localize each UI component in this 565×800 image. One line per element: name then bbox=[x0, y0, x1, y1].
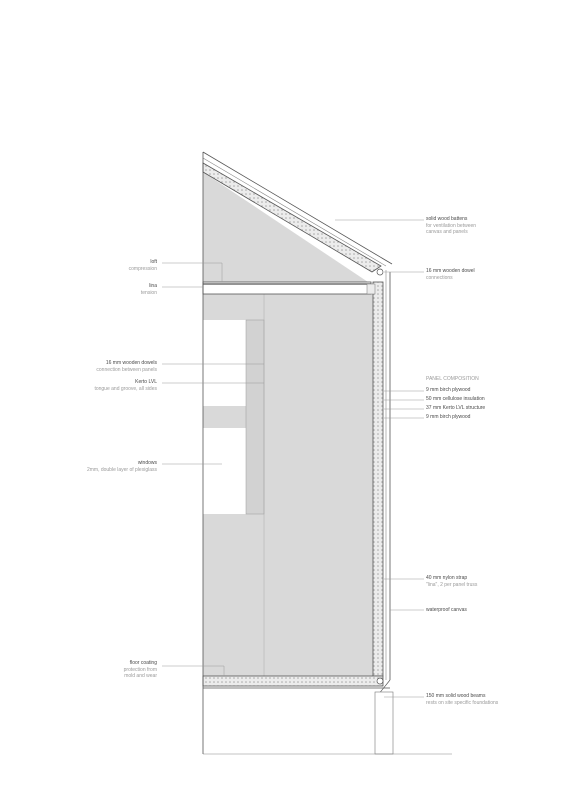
label-beams: 150 mm solid wood beams rests on site specific foundations bbox=[426, 693, 499, 706]
floor-panel bbox=[203, 676, 383, 686]
label-battens: solid wood battens for ventilation between canvas and panels bbox=[426, 216, 477, 235]
window-opening-lower bbox=[203, 428, 246, 514]
label-windows: windows 2mm, double layer of plexiglass bbox=[86, 460, 157, 473]
panel-composition: PANEL COMPOSITION 9 mm birch plywood 50 mm cellulose insulation 37 mm Kerto LVL structure 9 mm birch plywood bbox=[426, 376, 486, 420]
label-dowels-panels: 16 mm wooden dowels connection between panels bbox=[96, 360, 157, 373]
label-floor: floor coating protection from mold and wear bbox=[123, 660, 157, 679]
panel-layer: 9 mm birch plywood bbox=[426, 386, 471, 393]
label-lina: lina tension bbox=[140, 283, 157, 296]
panel-layer: 9 mm birch plywood bbox=[426, 413, 471, 420]
roof-cavity bbox=[203, 172, 368, 282]
label-canvas: waterproof canvas bbox=[426, 607, 467, 613]
window-frame bbox=[246, 320, 264, 514]
label-strap: 40 mm nylon strap "lina", 2 per panel truss bbox=[426, 575, 478, 588]
panel-layer: 50 mm cellulose insulation bbox=[426, 395, 485, 402]
window-opening-upper bbox=[203, 320, 246, 406]
wall-panel bbox=[373, 282, 383, 676]
label-loft: loft compression bbox=[128, 259, 157, 272]
panel-layer: 37 mm Kerto LVL structure bbox=[426, 404, 486, 411]
label-dowel: 16 mm wooden dowel connections bbox=[426, 268, 475, 281]
dowel-bottom bbox=[377, 678, 383, 684]
label-kerto: Kerto LVL tongue and groove, all sides bbox=[94, 379, 157, 392]
foundation-beam bbox=[375, 692, 393, 754]
dowel-top bbox=[377, 269, 383, 275]
